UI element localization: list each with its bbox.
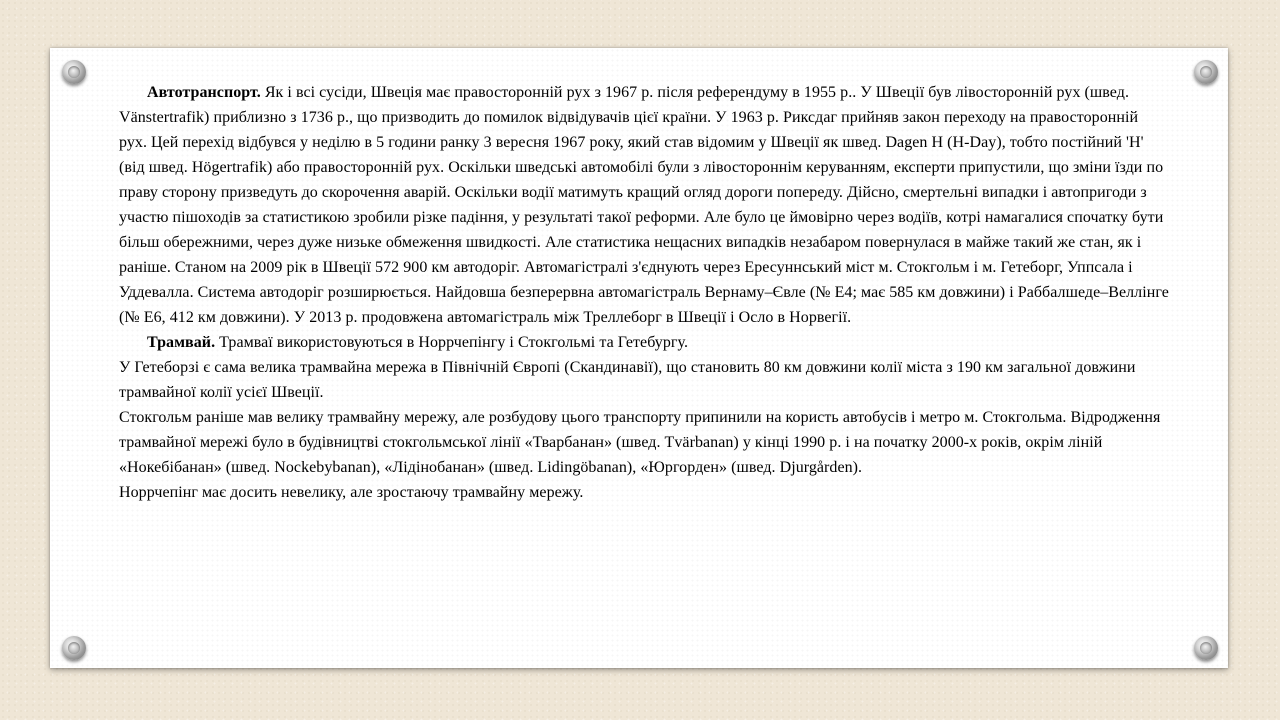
slide-text bbox=[119, 80, 1169, 505]
heading-road-transport: Автотранспорт. bbox=[147, 84, 261, 101]
body-road-transport: Як і всі сусіди, Швеція має правосторонній рух з 1967 р. після референдуму в 1955 р.. У Швеції був лівосторонній рух (швед. Vänstertrafik) приблизно з 1736 р., що призводить до помилок відвідувачів цієї країни. У 1963 р. Риксдаг прийняв закон переходу на правосторонній рух. Цей перехід відбувся у неділю в 5 години ранку 3 вересня 1967 року, який став відомим у Швеції як швед. Dagen H (H-Day), тобто постійний 'H' (від швед. Högertrafik) або правосторонній рух. Оскільки шведські автомобілі були з лівостороннім керуванням, експерти припустили, що зміни їзди по праву сторону призведуть до скорочення аварій. Оскільки водії матимуть кращий огляд дороги попереду. Дійсно, смертельні випадки і автопригоди з участю пішоходів за статистикою зробили різке падіння, у результаті такої реформи. Але було це ймовірно через водіїв, котрі намагалися спочатку бути більш обережними, через дуже низьке обмеження швидкості. Але статистика нещасних випадків незабаром повернулася в майже такий же стан, як і раніше. Станом на 2009 рік в Швеції 572 900 км автодоріг. Автомагістралі з'єднують через Ересуннський міст м. Стокгольм і м. Гетеборг, Уппсала і Уддевалла. Система автодоріг розширюється. Найдовша безперервна автомагістраль Вернаму–Євле (№ Е4; має 585 км довжини) і Раббалшеде–Веллінге (№ Е6, 412 км довжини). У 2013 р. продовжена автомагістраль між Треллеборг в Швеції і Осло в Норвегії. bbox=[119, 84, 1169, 326]
pushpin-icon bbox=[62, 60, 86, 84]
paragraph-norrkoping: Норрчепінг має досить невелику, але зростаючу трамвайну мережу. bbox=[119, 484, 584, 501]
paragraph-stockholm: Стокгольм раніше мав велику трамвайну мережу, але розбудову цього транспорту припинили на користь автобусів і метро м. Стокгольма. Відродження трамвайної мережі було в будівництві стокгольмської лінії «Тварбанан» (швед. Tvärbanan) у кінці 1990 р. і на початку 2000-х років, окрім ліній «Нокебібанан» (швед. Nockebybanan), «Лідінобанан» (швед. Lidingöbanan), «Юргорден» (швед. Djurgården). bbox=[119, 409, 1161, 476]
pushpin-icon bbox=[1194, 60, 1218, 84]
body-tram: Трамваї використовуються в Норрчепінгу і Стокгольмі та Гетебургу. bbox=[215, 334, 688, 351]
pushpin-icon bbox=[62, 636, 86, 660]
paragraph-road-transport bbox=[119, 80, 1169, 330]
pushpin-icon bbox=[1194, 636, 1218, 660]
paragraph-gothenburg: У Гетеборзі є сама велика трамвайна мережа в Північній Європі (Скандинавії), що становить 80 км довжини колії міста з 190 км загальної довжини трамвайної колії усієї Швеції. bbox=[119, 359, 1136, 401]
heading-tram: Трамвай. bbox=[147, 334, 216, 351]
paragraph-tram bbox=[119, 330, 1169, 355]
